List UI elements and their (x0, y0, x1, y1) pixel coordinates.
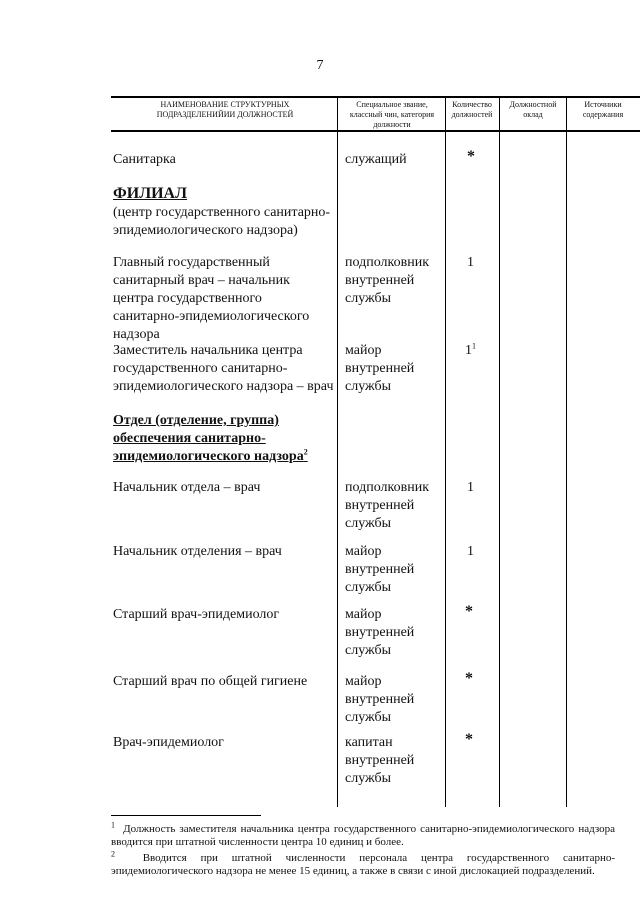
position-count: * (465, 731, 473, 748)
position-name: Начальник отдела – врач (113, 480, 261, 495)
position-name: Старший врач-эпидемиолог (113, 607, 280, 622)
header-structure-column: НАИМЕНОВАНИЕ СТРУКТУРНЫХ ПОДРАЗДЕЛЕНИЙИИ ДОЛЖНОСТЕЙ (156, 100, 294, 119)
footnote-text: Должность заместителя начальника центра государственного санитарно-эпидемиологического надзора вводится при штатной численности центра 10 единиц и более. (111, 823, 615, 848)
count-value: 1 (465, 343, 472, 358)
position-count: * (465, 670, 473, 687)
position-count (465, 342, 476, 360)
column-divider-4 (566, 97, 567, 807)
header-salary-column: Должностной оклад (509, 100, 557, 119)
position-count: 1 (467, 255, 474, 270)
position-count: 1 (467, 544, 474, 559)
column-divider-3 (499, 97, 500, 807)
footnote-mark: 2 (111, 849, 115, 859)
header-count-column: Количество должностей (451, 100, 493, 119)
footnote-2 (111, 849, 616, 878)
header-rank-column: Специальное звание, классный чин, категория должности (349, 100, 435, 129)
footnote-text: Вводится при штатной численности персонала центра государственного санитарно-эпидемиологического надзора не менее 15 единиц, а также в связи с иной дислокацией подразделений. (111, 852, 616, 877)
position-rank: майор внутренней службы (345, 544, 415, 595)
footnote-1 (111, 820, 615, 849)
position-rank: майор внутренней службы (345, 674, 415, 725)
position-name: Заместитель начальника центра государственного санитарно-эпидемиологического надзора – врач (113, 343, 334, 394)
section-title: ФИЛИАЛ (113, 185, 188, 202)
position-rank: майор внутренней службы (345, 343, 415, 394)
footnote-mark: 1 (111, 820, 115, 830)
position-rank: служащий (345, 152, 407, 167)
column-divider-1 (337, 97, 338, 807)
header-bottom-rule (111, 130, 640, 132)
section-title (113, 412, 313, 466)
position-name: Главный государственный санитарный врач – начальник центра государственного санитарно-эпидемиологического надзора (113, 255, 310, 342)
position-count: * (467, 148, 475, 165)
position-name: Врач-эпидемиолог (113, 735, 224, 750)
position-name: Начальник отделения – врач (113, 544, 282, 559)
position-count: 1 (467, 480, 474, 495)
dept-title: Отдел (отделение, группа) обеспечения санитарно-эпидемиологического надзора (113, 413, 304, 464)
position-name: Старший врач по общей гигиене (113, 674, 308, 689)
position-rank: капитан внутренней службы (345, 735, 415, 786)
page-number: 7 (316, 58, 324, 73)
footnote-ref: 1 (472, 341, 476, 351)
position-rank: подполковник внутренней службы (345, 255, 429, 306)
section-subtitle: (центр государственного санитарно-эпидемиологического надзора) (113, 205, 331, 238)
position-rank: майор внутренней службы (345, 607, 415, 658)
table-top-rule (111, 96, 640, 98)
position-name: Санитарка (113, 152, 176, 167)
header-source-column: Источники содержания (582, 100, 624, 119)
position-rank: подполковник внутренней службы (345, 480, 429, 531)
footnote-ref: 2 (303, 447, 308, 457)
column-divider-2 (445, 97, 446, 807)
position-count: * (465, 603, 473, 620)
footnote-separator (111, 815, 261, 816)
